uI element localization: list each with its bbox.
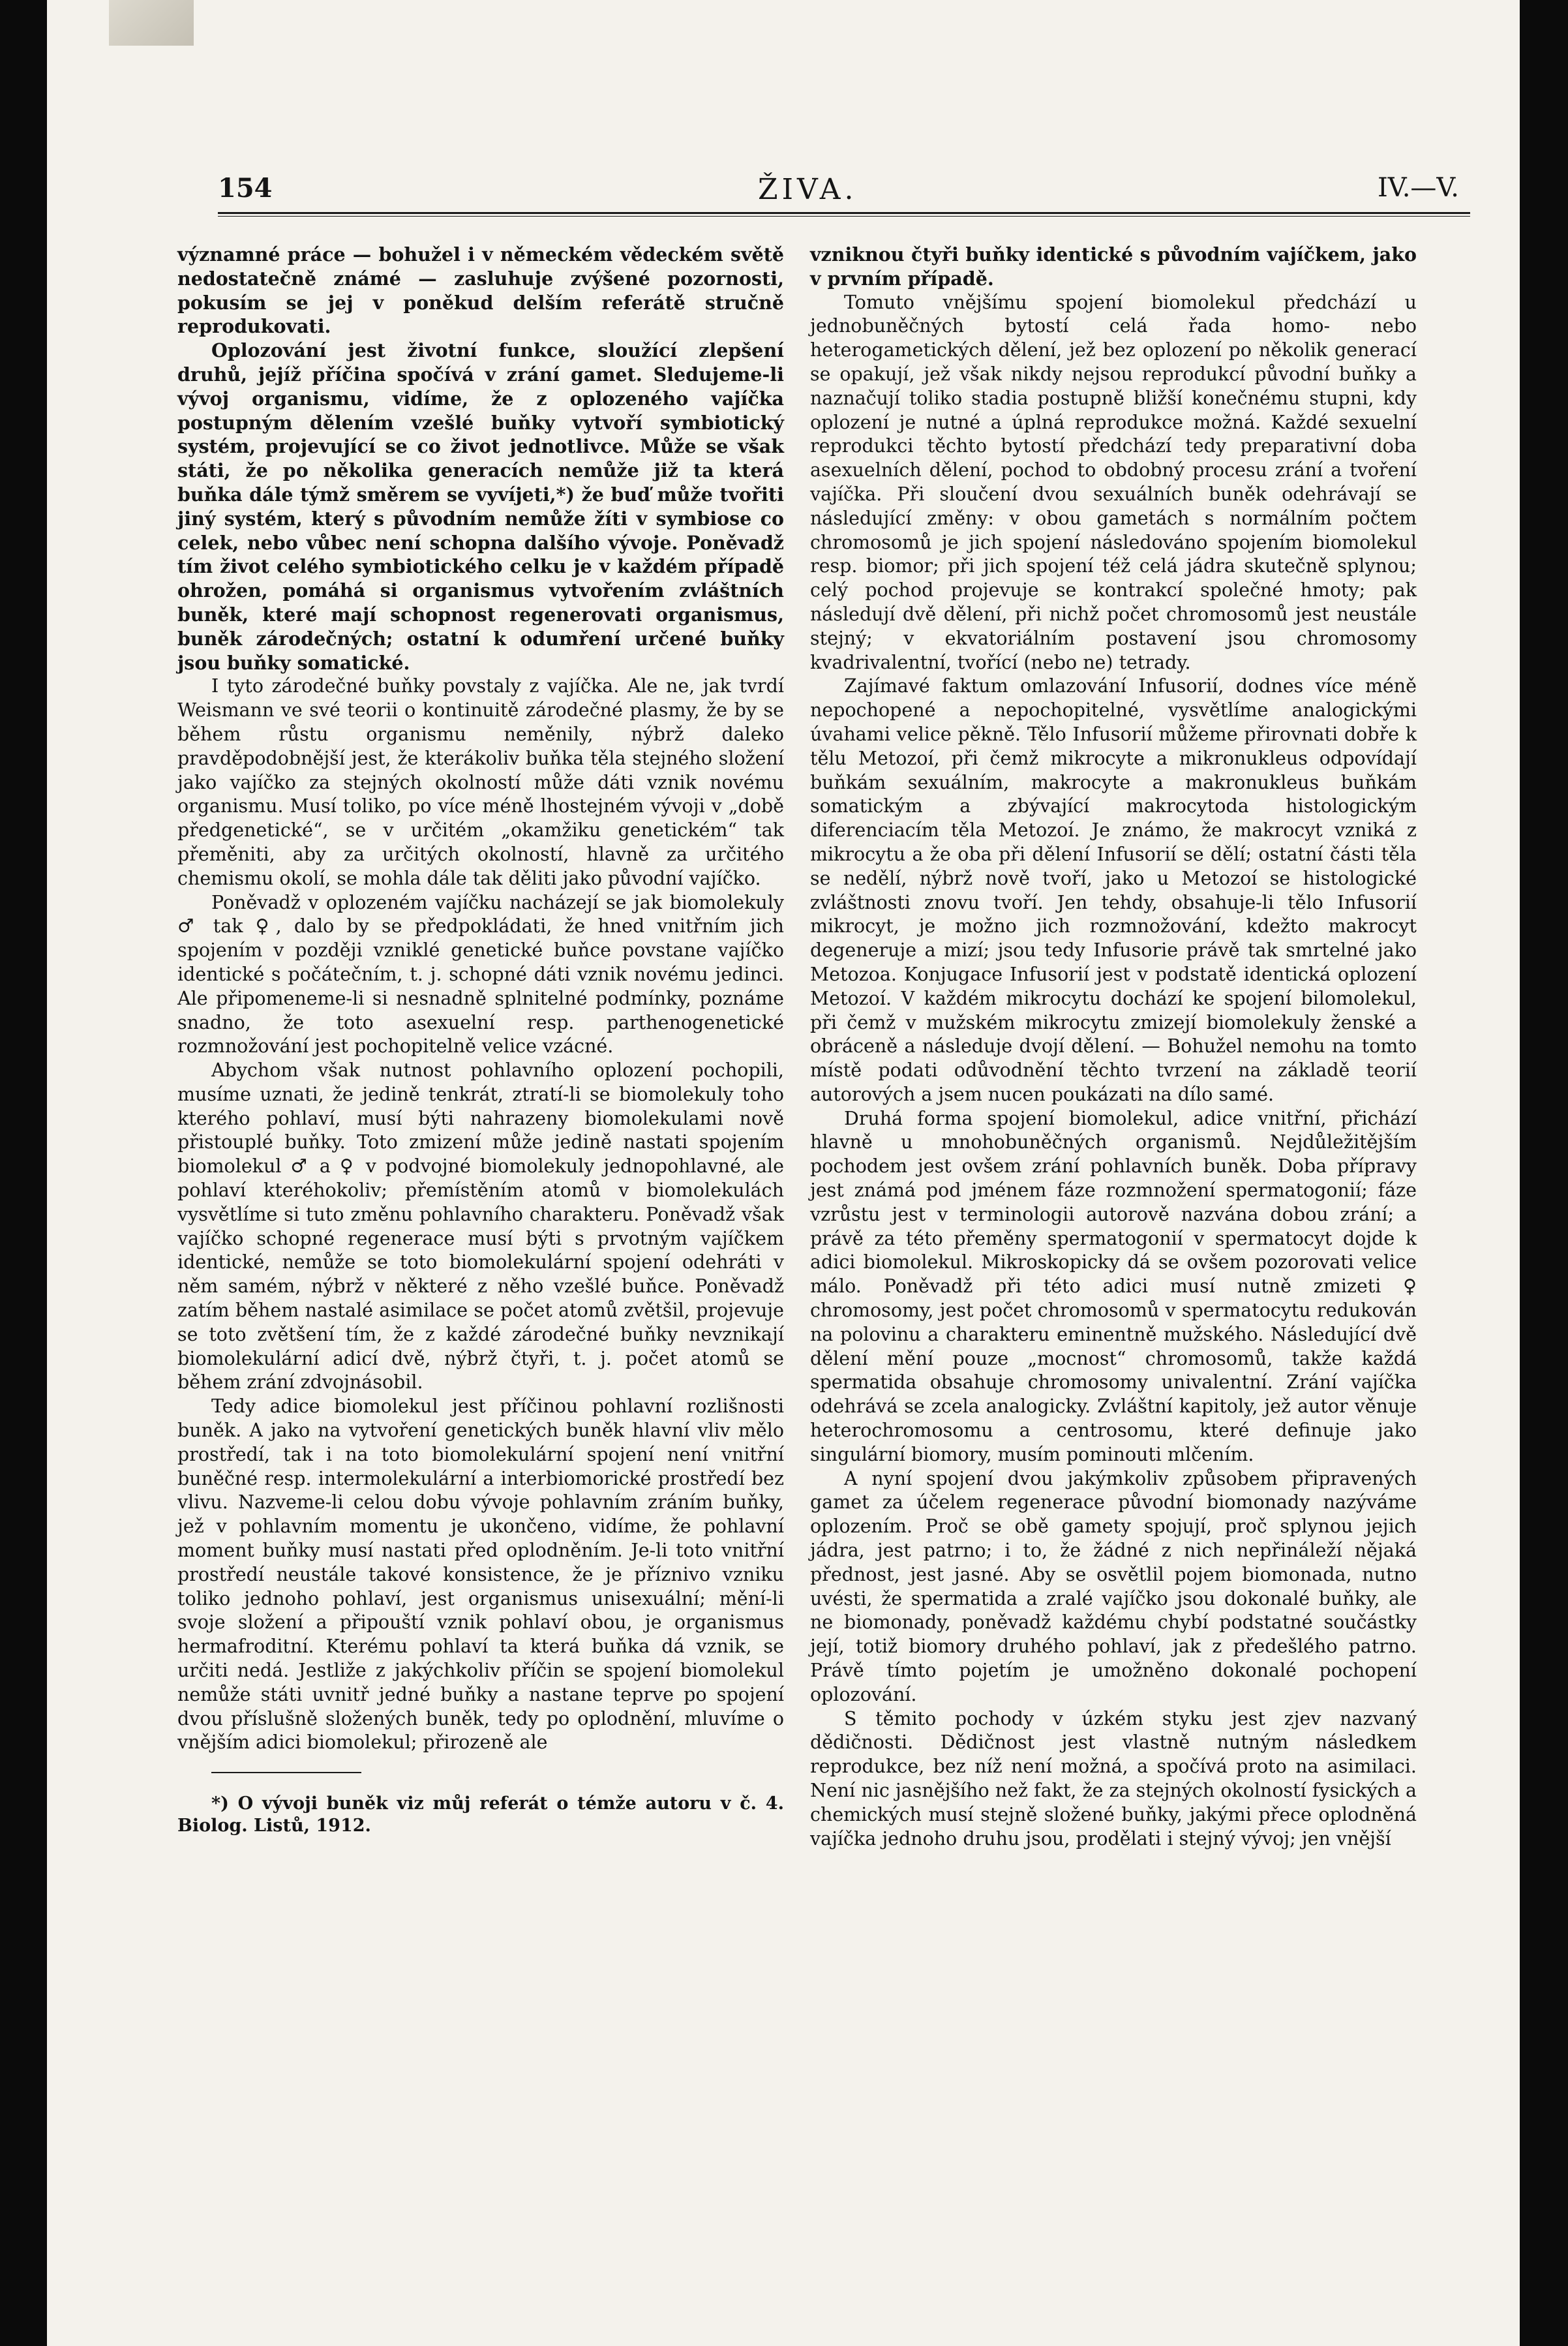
page-number: 154 (218, 173, 273, 204)
paragraph: Tomuto vnějšímu spojení biomolekul předchází u jednobuněčných bytostí celá řada homo- nebo heterogametických dělení, jež bez oplození po několik generací se opakují, jež však nikdy nejsou reprodukcí původní buňky a naznačují toliko stadia postupně bližší konečnému stupni, kdy oplození je nutné a úplná reprodukce možná. Každé sexuelní reprodukci těchto bytostí předchází tedy preparativní doba asexuelních dělení, pochod to obdobný procesu zrání a tvoření vajíčka. Při sloučení dvou sexuálních buněk odehrávají se následující změny: v obou gametách s normálním počtem chromosomů je jich spojení následováno spojením biomolekul resp. biomor; při jich spojení též celá jádra skutečně splynou; celý pochod projevuje se kontrakcí společné hmoty; pak následují dvě dělení, při nichž počet chromosomů jest neustále stejný; v ekvatoriálním postavení jsou chromosomy kvadrivalentní, tvořící (nebo ne) tetrady. (810, 291, 1417, 673)
paragraph: A nyní spojení dvou jakýmkoliv způsobem připravených gamet za účelem regenerace původní biomonady nazýváme oplozením. Proč se obě gamety spojují, proč splynou jejich jádra, jest patrno; i to, že žádné z nich nepřináleží nějaká přednost, jest jasné. Aby se osvětlil pojem biomonada, nutno uvésti, že spermatida a zralé vajíčko jsou dokonalé buňky, ale ne biomonady, poněvadž každému chybí podstatné součástky její, totiž biomory druhého pohlaví, jak z předešlého patrno. Právě tímto pojetím je umožněno dokonalé pochopení oplozování. (810, 1467, 1417, 1705)
right-column (810, 243, 1417, 1851)
scan-artifact (109, 0, 194, 46)
paragraph: vzniknou čtyři buňky identické s původním vajíčkem, jako v prvním případě. (810, 243, 1417, 290)
journal-title: ŽIVA. (758, 173, 858, 206)
paragraph: S těmito pochody v úzkém styku jest zjev nazvaný dědičnosti. Dědičnost jest vlastně nutným následkem reprodukce, bez níž není možná, a spočívá proto na asimilaci. Není nic jasnějšího než fakt, že za stejných okolností fysických a chemických musí stejně složené buňky, jakými přece oplodněná vajíčka jednoho druhu jsou, prodělati i stejný vývoj; jen vnější (810, 1707, 1417, 1850)
paragraph: Tedy adice biomolekul jest příčinou pohlavní rozlišnosti buněk. A jako na vytvoření genetických buněk hlavní vliv mělo prostředí, tak i na toto biomolekulární spojení není vnitřní buněčné resp. intermolekulární a interbiomorické prostředí bez vlivu. Nazveme-li celou dobu vývoje pohlavním zráním buňky, jež v pohlavním momentu je ukončeno, vidíme, že pohlavní moment buňky musí nastati před oplodněním. Je-li toto vnitřní prostředí neustále takové konsistence, že je příznivo vzniku toliko jednoho pohlaví, jest organismus unisexuální; mění-li svoje složení a připouští vznik pohlaví obou, je organismus hermafroditní. Kterému pohlaví ta která buňka dá vznik, se určiti nedá. Jestliže z jakýchkoliv příčin se spojení biomolekul nemůže státi uvnitř jedné buňky a nastane teprve po spojení dvou příslušně složených buněk, tedy po oplodnění, mluvíme o vnějším adici biomolekul; přirozeně ale (177, 1395, 784, 1754)
paragraph: Oplozování jest životní funkce, sloužící zlepšení druhů, jejíž příčina spočívá v zrání gamet. Sledujeme-li vývoj organismu, vidíme, že z oplozeného vajíčka postupným dělením vzešlé buňky vytvoří symbiotický systém, projevující se co život jednotlivce. Může se však státi, že po několika generacích nemůže již ta která buňka dále týmž směrem se vyvíjeti,*) že buď může tvořiti jiný systém, který s původním nemůže žíti v symbiose co celek, nebo vůbec není schopna dalšího vývoje. Poněvadž tím život celého symbiotického celku je v každém případě ohrožen, pomáhá si organismus vytvořením zvláštních buněk, které mají schopnost regenerovati organismus, buněk zárodečných; ostatní k odumření určené buňky jsou buňky somatické. (177, 339, 784, 674)
paragraph: Zajímavé faktum omlazování Infusorií, dodnes více méně nepochopené a nepochopitelné, vysvětlíme analogickými úvahami velice pěkně. Tělo Infusorií můžeme přirovnati dobře k tělu Metozoí, při čemž mikrocyte a mikronukleus odpovídají buňkám sexuálním, makrocyte a makronukleus buňkám somatickým a zbývající makrocytoda histologickým diferenciacím těla Metozoí. Je známo, že makrocyt vzniká z mikrocytu a že oba při dělení Infusorií se dělí; ostatní části těla se nedělí, nýbrž nově tvoří, jako u Metozoí se histologické zvláštnosti znovu tvoří. Jen tehdy, obsahuje-li tělo Infusorií mikrocyt, je možno jich rozmnožování, kdežto makrocyt degeneruje a mizí; jsou tedy Infusorie právě tak smrtelné jako Metozoa. Konjugace Infusorií jest v podstatě identická oplození Metozoí. V každém mikrocytu dochází ke spojení bilomolekul, při čemž v mužském mikrocytu zmizejí biomolekuly ženské a obráceně a následuje dvojí dělení. — Bohužel nemohu na tomto místě podati odůvodnění těchto tvrzení na základě teorií autorových a jsem nucen poukázati na dílo samé. (810, 675, 1417, 1105)
left-column (177, 243, 784, 1837)
journal-page (47, 0, 1520, 2346)
footnote: *) O vývoji buněk viz můj referát o témže autoru v č. 4. Biolog. Listů, 1912. (177, 1793, 784, 1836)
paragraph: Poněvadž v oplozeném vajíčku nacházejí se jak biomolekuly ♂ tak ♀, dalo by se předpokládati, že hned vnitřním jich spojením v později vzniklé genetické buňce povstane vajíčko identické s počátečním, t. j. schopné dáti vznik novému jedinci. Ale připomeneme-li si nesnadně splnitelné podmínky, poznáme snadno, že toto asexuelní resp. parthenogenetické rozmnožování jest pochopitelně velice vzácné. (177, 891, 784, 1058)
paragraph: Abychom však nutnost pohlavního oplození pochopili, musíme uznati, že jedině tenkrát, ztratí-li se biomolekuly toho kterého pohlaví, musí býti nahrazeny biomolekulami nově přistouplé buňky. Toto zmizení může jedině nastati spojením biomolekul ♂ a ♀ v podvojné biomolekuly jednopohlavné, ale pohlaví kteréhokoliv; přemístěním atomů v biomolekulách vysvětlíme si tuto změnu pohlavního charakteru. Poněvadž však vajíčko schopné regenerace musí býti s prvotným vajíčkem identické, nemůže se toto biomolekulární spojení odehráti v něm samém, nýbrž v některé z něho vzešlé buňce. Poněvadž zatím během nastalé asimilace se počet atomů zvětšil, projevuje se toto zvětšení tím, že z každé zárodečné buňky nevznikají biomolekulární adicí dvě, nýbrž čtyři, t. j. počet atomů se během zrání zdvojnásobil. (177, 1059, 784, 1394)
footnote-rule (211, 1772, 361, 1773)
paragraph: významné práce — bohužel i v německém vědeckém světě nedostatečně známé — zasluhuje zvýšené pozornosti, pokusím se jej v poněkud delším referátě stručně reprodukovati. (177, 243, 784, 338)
issue-number: IV.—V. (1378, 173, 1460, 203)
paragraph: I tyto zárodečné buňky povstaly z vajíčka. Ale ne, jak tvrdí Weismann ve své teorii o kontinuitě zárodečné plasmy, že by se během růstu organismu neměnily, nýbrž daleko pravděpodobnější jest, že kterákoliv buňka těla stejného složení jako vajíčko za stejných okolností může dáti vznik novému organismu. Musí toliko, po více méně lhostejném vývoji v „době předgenetické“, se v určitém „okamžiku genetickém“ tak přeměniti, aby za určitých okolností, hlavně za určitého chemismu okolí, se mohla dále tak děliti jako původní vajíčko. (177, 675, 784, 889)
header-rule (218, 212, 1470, 217)
paragraph: Druhá forma spojení biomolekul, adice vnitřní, přichází hlavně u mnohobuněčných organismů. Nejdůležitějším pochodem jest ovšem zrání pohlavních buněk. Doba přípravy jest známá pod jménem fáze rozmnožení spermatogonií; fáze vzrůstu jest v terminologii autorově nazvána dobou zrání; a právě za této přeměny spermatogonií v spermatocyt dojde k adici biomolekul. Mikroskopicky dá se ovšem pozorovati velice málo. Poněvadž při této adici musí nutně zmizeti ♀ chromosomy, jest počet chromosomů v spermatocytu redukován na polovinu a charakteru eminentně mužského. Následující dvě dělení mění pouze „mocnost“ chromosomů, takže každá spermatida obsahuje chromosomy univalentní. Zrání vajíčka odehrává se zcela analogicky. Zvláštní kapitoly, jež autor věnuje heterochromosomu a centrosomu, které definuje jako singulární biomory, musím pominouti mlčením. (810, 1107, 1417, 1465)
